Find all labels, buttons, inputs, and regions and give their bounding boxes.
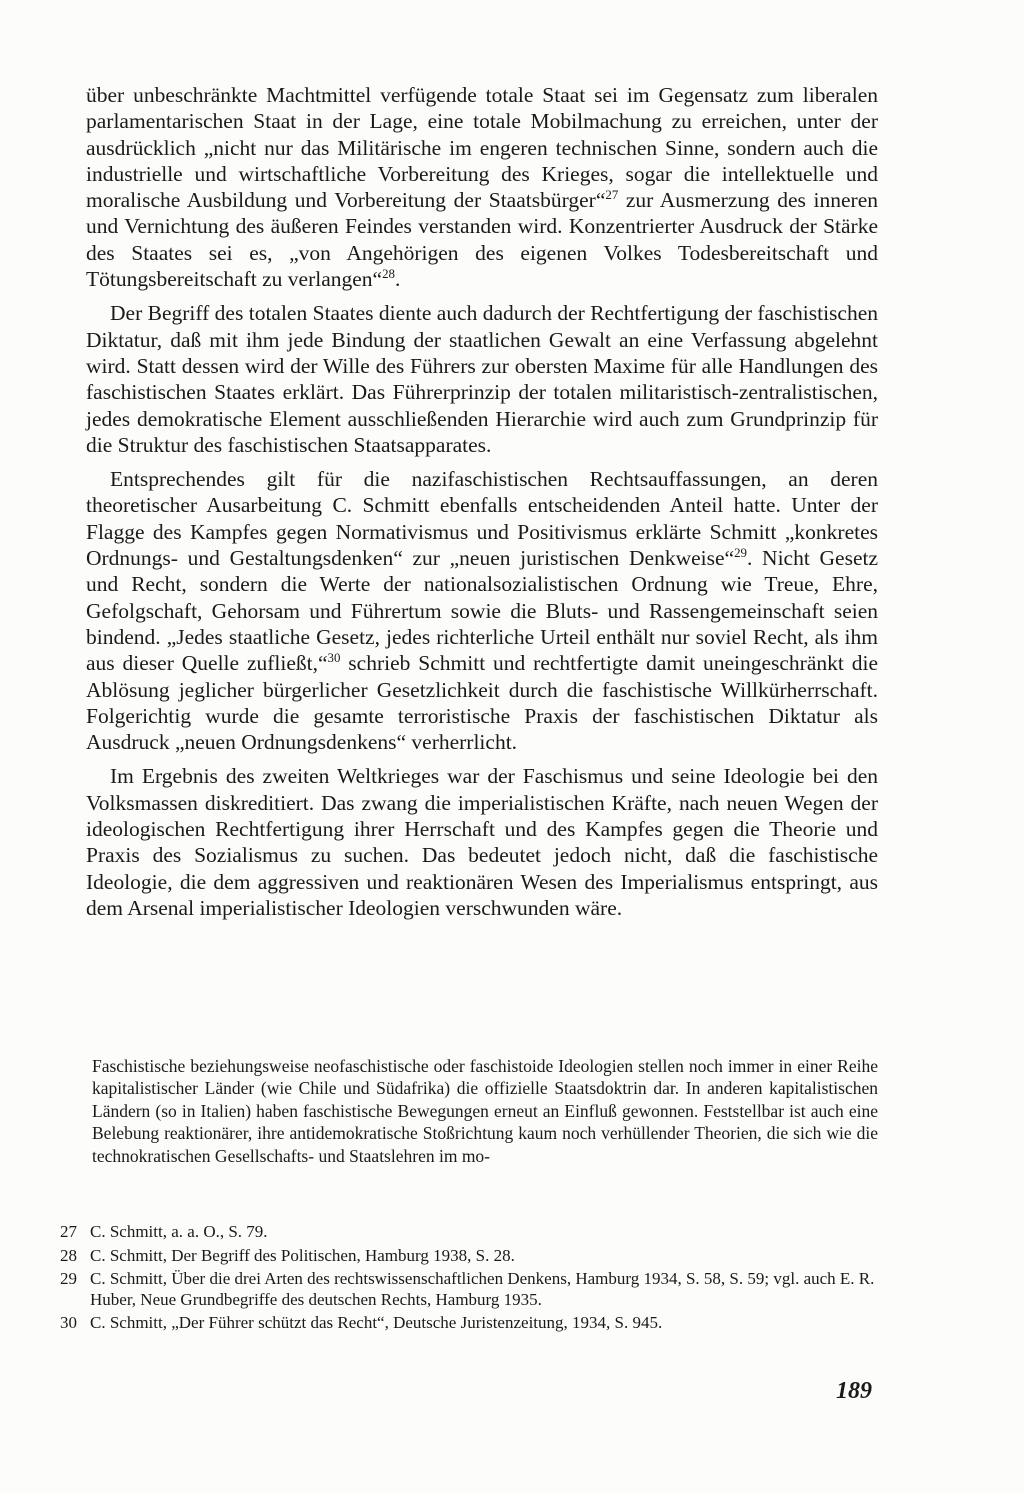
footnote-28 [60, 1246, 880, 1267]
paragraph-3-part-2: . Nicht Gesetz und Recht, sondern die Werte der nationalsozialistischen Ordnung wie Treue, Ehre, Gefolgschaft, Gehorsam und Führertum sowie die Bluts- und Rassengemeinschaft seien bindend. „Jedes staatliche Gesetz, jedes richterliche Urteil enthält nur soviel Recht, als ihm aus dieser Quelle zufließt,“ [86, 546, 879, 676]
footnote-29 [60, 1269, 880, 1310]
footnote-30 [60, 1313, 880, 1334]
footnote-ref-27[interactable]: 27 [605, 188, 619, 203]
footnote-27 [60, 1222, 880, 1243]
footnote-text: C. Schmitt, Der Begriff des Politischen, Hamburg 1938, S. 28. [90, 1245, 515, 1265]
main-body-text [86, 82, 878, 929]
footnote-number: 30 [60, 1313, 77, 1332]
paragraph-1-part-2: zur Ausmerzung des inneren und Vernichtung des äußeren Feindes verstanden wird. Konzentrierter Ausdruck der Stärke des Staates sei es, „von Angehörigen des eigenen Volkes Todesbereitschaft und Tötungsbereitschaft zu verlangen“ [86, 188, 878, 292]
footnote-text: C. Schmitt, „Der Führer schützt das Recht“, Deutsche Juristenzeitung, 1934, S. 945. [90, 1313, 663, 1332]
paragraph-3 [86, 466, 878, 755]
footnote-number: 28 [60, 1245, 77, 1265]
footnotes-section [60, 1222, 880, 1337]
paragraph-3-part-1: Entsprechendes gilt für die nazifaschistischen Rechtsauffassungen, an deren theoretischer Ausarbeitung C. Schmitt ebenfalls entscheidenden Anteil hatte. Unter der Flagge des Kampfes gegen Normativismus und Positivismus erklärte Schmitt „konkretes Ordnungs- und Gestaltungsdenken“ zur „neuen juristischen Denkweise“ [86, 467, 878, 571]
paragraph-4: Im Ergebnis des zweiten Weltkrieges war der Faschismus und seine Ideologie bei den Volksmassen diskreditiert. Das zwang die imperialistischen Kräfte, nach neuen Wegen der ideologischen Rechtfertigung ihrer Herrschaft und des Kampfes gegen die Theorie und Praxis des Sozialismus zu suchen. Das bedeutet jedoch nicht, daß die faschistische Ideologie, die dem aggressiven und reaktionären Wesen des Imperialismus entspringt, aus dem Arsenal imperialistischer Ideologien verschwunden wäre. [86, 764, 878, 920]
paragraph-1-part-1: über unbeschränkte Machtmittel verfügende totale Staat sei im Gegensatz zum liberalen parlamentarischen Staat in der Lage, eine totale Mobilmachung zu erreichen, unter der ausdrücklich „nicht nur das Militärische im engeren technischen Sinne, sondern auch die industrielle und wirtschaftliche Vorbereitung des Krieges, sogar die intellektuelle und moralische Ausbildung und Vorbereitung der Staatsbürger“ [86, 83, 878, 213]
footnote-number: 29 [60, 1269, 77, 1288]
footnote-text: C. Schmitt, a. a. O., S. 79. [90, 1222, 268, 1241]
paragraph-1 [86, 82, 878, 292]
paragraph-2: Der Begriff des totalen Staates diente auch dadurch der Rechtfertigung der faschistischen Diktatur, daß mit ihm jede Bindung der staatlichen Gewalt an eine Verfassung abgelehnt wird. Statt dessen wird der Wille des Führers zur obersten Maxime für alle Handlungen des faschistischen Staates erklärt. Das Führerprinzip der totalen militaristisch-zentralistischen, jedes demokratische Element ausschließenden Hierarchie wird auch zum Grundprinzip für die Struktur des faschistischen Staatsapparates. [86, 301, 878, 457]
page-number: 189 [836, 1378, 872, 1404]
footnote-ref-30[interactable]: 30 [327, 651, 341, 666]
footnote-ref-29[interactable]: 29 [734, 545, 747, 560]
paragraph-1-part-3: . [395, 267, 401, 292]
footnote-ref-28[interactable]: 28 [382, 266, 395, 281]
small-paragraph-text: Faschistische beziehungsweise neofaschistische oder faschistoide Ideologien stellen noch immer in einer Reihe kapitalistischer Länder (wie Chile und Südafrika) die offizielle Staatsdoktrin dar. In anderen kapitalistischen Ländern (so in Italien) haben faschistische Bewegungen erneut an Einfluß gewonnen. Feststellbar ist auch eine Belebung reaktionärer, ihre antidemokratische Stoßrichtung kaum noch verhüllender Theorien, die sich wie die technokratischen Gesellschafts- und Staatslehren im mo- [92, 1056, 878, 1166]
paragraph-3-part-3: schrieb Schmitt und rechtfertigte damit uneingeschränkt die Ablösung jeglicher bürgerlicher Gesetzlichkeit durch die faschistische Willkürherrschaft. Folgerichtig wurde die gesamte terroristische Praxis der faschistischen Diktatur als Ausdruck „neuen Ordnungsdenkens“ verherrlicht. [86, 651, 878, 755]
small-print-paragraph [92, 1055, 878, 1167]
footnote-number: 27 [60, 1222, 77, 1241]
footnote-text: C. Schmitt, Über die drei Arten des rechtswissenschaftlichen Denkens, Hamburg 1934, S. 58, S. 59; vgl. auch E. R. Huber, Neue Grundbegriffe des deutschen Rechts, Hamburg 1935. [90, 1269, 875, 1309]
